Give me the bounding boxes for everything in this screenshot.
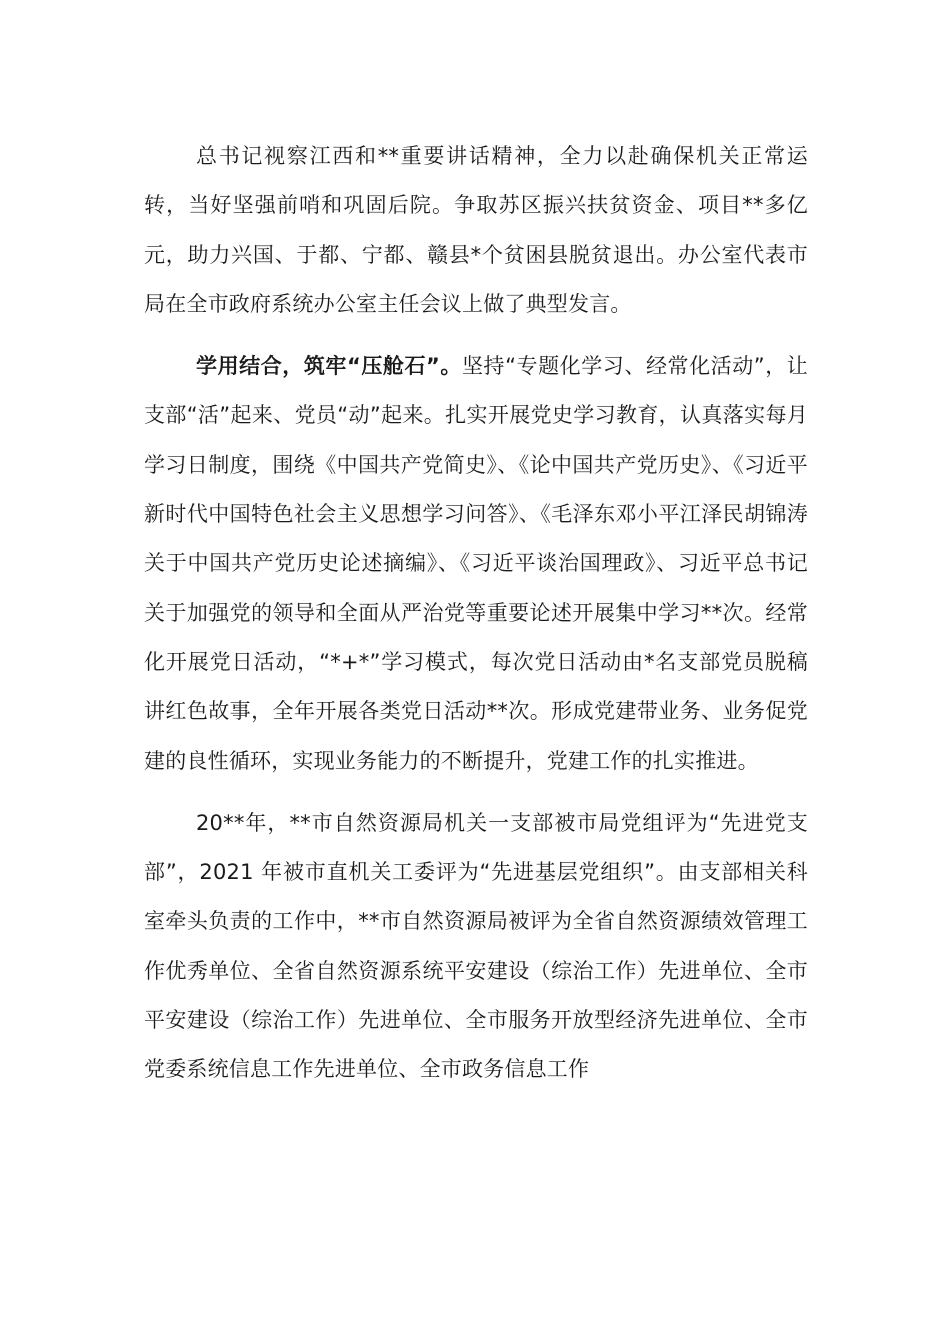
document-body (144, 132, 808, 1108)
paragraph-1-text: 总书记视察江西和**重要讲话精神，全力以赴确保机关正常运转，当好坚强前哨和巩固后院。争取苏区振兴扶贫资金、项目**多亿元，助力兴国、于都、宁都、赣县*个贫困县脱贫退出。办公室代表市局在全市政府系统办公室主任会议上做了典型发言。 (144, 144, 808, 316)
paragraph-3 (144, 799, 808, 1095)
paragraph-2-lead: 学用结合，筑牢“压舱石”。 (196, 354, 462, 379)
paragraph-1 (144, 132, 808, 329)
paragraph-3-text: 20**年，**市自然资源局机关一支部被市局党组评为“先进党支部”，2021 年被市直机关工委评为“先进基层党组织”。由支部相关科室牵头负责的工作中，**市自然资源局被评为全省自然资源绩效管理工作优秀单位、全省自然资源系统平安建设（综治工作）先进单位、全市平安建设（综治工作）先进单位、全市服务开放型经济先进单位、全市党委系统信息工作先进单位、全市政务信息工作 (144, 810, 808, 1082)
paragraph-2 (144, 342, 808, 786)
paragraph-2-text: 坚持“专题化学习、经常化活动”，让支部“活”起来、党员“动”起来。扎实开展党史学习教育，认真落实每月学习日制度，围绕《中国共产党简史》、《论中国共产党历史》、《习近平新时代中国特色社会主义思想学习问答》、《毛泽东邓小平江泽民胡锦涛关于中国共产党历史论述摘编》、《习近平谈治国理政》、习近平总书记关于加强党的领导和全面从严治党等重要论述开展集中学习**次。经常化开展党日活动，“*+*”学习模式，每次党日活动由*名支部党员脱稿讲红色故事，全年开展各类党日活动**次。形成党建带业务、业务促党建的良性循环，实现业务能力的不断提升，党建工作的扎实推进。 (144, 354, 808, 773)
